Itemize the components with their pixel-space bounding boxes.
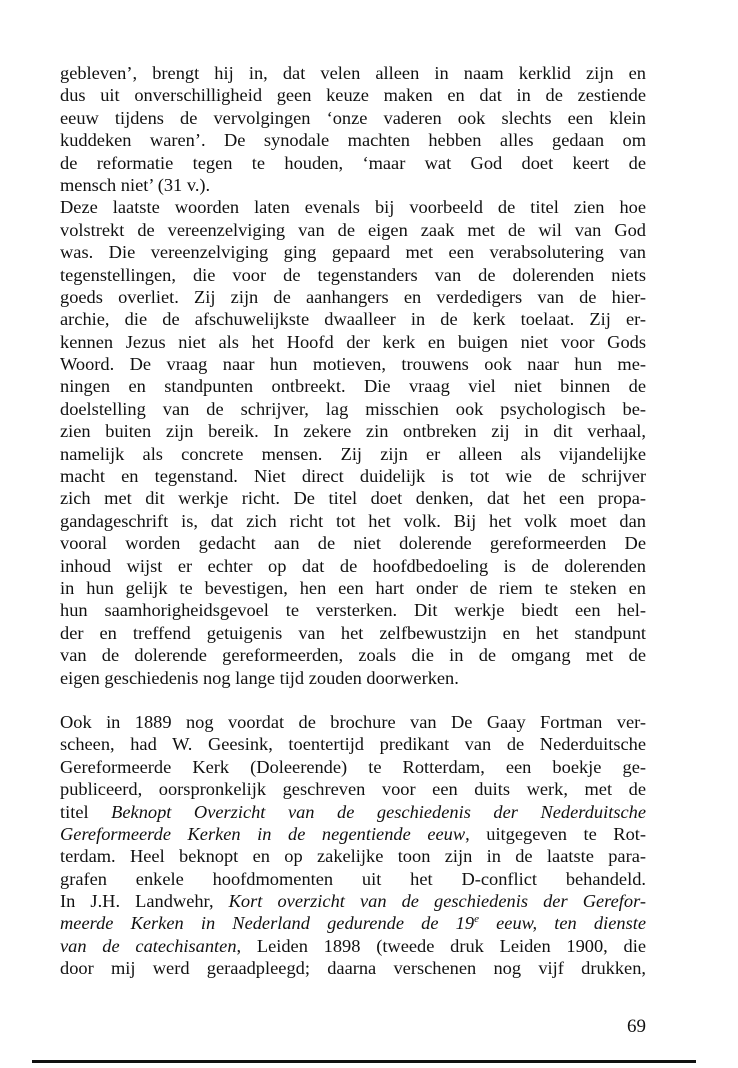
- text-line: eeuw tijdens de vervolgingen ‘onze vaderen ook slechts een klein: [60, 107, 646, 128]
- text-line: zich met dit werkje richt. De titel doet denken, dat het een propa-: [60, 488, 646, 509]
- bottom-rule: [32, 1060, 696, 1063]
- page-number: 69: [627, 1016, 646, 1037]
- text-line: van de catechisanten, Leiden 1898 (tweede druk Leiden 1900, die: [60, 935, 646, 956]
- text-line: van de dolerende gereformeerden, zoals die in de omgang met de: [60, 645, 646, 666]
- paragraph-gap: [60, 689, 646, 711]
- text-line: archie, die de afschuwelijkste dwaalleer in de kerk toelaat. Zij er-: [60, 309, 646, 330]
- text-line: macht en tegenstand. Niet direct duidelijk is tot wie de schrijver: [60, 466, 646, 487]
- page-body: [60, 62, 646, 980]
- text-line: Woord. De vraag naar hun motieven, trouwens ook naar hun me-: [60, 354, 646, 375]
- paragraph-2: [60, 711, 646, 980]
- text-line: in hun gelijk te bevestigen, hen een hart onder de riem te steken en: [60, 577, 646, 598]
- text-line: Ook in 1889 nog voordat de brochure van De Gaay Fortman ver-: [60, 711, 646, 732]
- text-line: ningen en standpunten ontbreekt. Die vraag viel niet binnen de: [60, 376, 646, 397]
- text-line: namelijk als concrete mensen. Zij zijn er alleen als vijandelijke: [60, 443, 646, 464]
- text-line: terdam. Heel beknopt en op zakelijke toon zijn in de laatste para-: [60, 846, 646, 867]
- text-line: publiceerd, oorspronkelijk geschreven voor een duits werk, met de: [60, 779, 646, 800]
- text-line: der en treffend getuigenis van het zelfbewustzijn en het standpunt: [60, 622, 646, 643]
- text-line: Gereformeerde Kerk (Doleerende) te Rotterdam, een boekje ge-: [60, 756, 646, 777]
- text-line: In J.H. Landwehr, Kort overzicht van de geschiedenis der Gerefor-: [60, 891, 646, 912]
- text-line: zien buiten zijn bereik. In zekere zin ontbreken zij in dit verhaal,: [60, 421, 646, 442]
- text-line: doelstelling van de schrijver, lag misschien ook psychologisch be-: [60, 398, 646, 419]
- text-line: de reformatie tegen te houden, ‘maar wat God doet keert de: [60, 152, 646, 173]
- text-line: eigen geschiedenis nog lange tijd zouden doorwerken.: [60, 667, 459, 688]
- text-line: dus uit onverschilligheid geen keuze maken en dat in de zestiende: [60, 85, 646, 106]
- text-line: kuddeken waren’. De synodale machten hebben alles gedaan om: [60, 130, 646, 151]
- text-line: meerde Kerken in Nederland gedurende de 19e eeuw, ten dienste: [60, 913, 646, 934]
- text-line: Gereformeerde Kerken in de negentiende eeuw, uitgegeven te Rot-: [60, 823, 646, 844]
- text-line: kennen Jezus niet als het Hoofd der kerk en buigen niet voor Gods: [60, 331, 646, 352]
- text-line: scheen, had W. Geesink, toentertijd predikant van de Nederduitsche: [60, 734, 646, 755]
- text-line: gandageschrift is, dat zich richt tot het volk. Bij het volk moet dan: [60, 510, 646, 531]
- text-line: mensch niet’ (31 v.).: [60, 174, 211, 195]
- text-line: tegenstellingen, die voor de tegenstanders van de dolerenden niets: [60, 264, 646, 285]
- text-line: Deze laatste woorden laten evenals bij voorbeeld de titel zien hoe: [60, 197, 646, 218]
- text-line: inhoud wijst er echter op dat de hoofdbedoeling is de dolerenden: [60, 555, 646, 576]
- text-line: goeds overliet. Zij zijn de aanhangers en verdedigers van de hier-: [60, 286, 646, 307]
- text-line: gebleven’, brengt hij in, dat velen alleen in naam kerklid zijn en: [60, 63, 646, 83]
- text-line: door mij werd geraadpleegd; daarna verschenen nog vijf drukken,: [60, 958, 646, 979]
- paragraph-1: [60, 62, 646, 689]
- text-line: volstrekt de vereenzelviging van de eigen zaak met de wil van God: [60, 219, 646, 240]
- text-line: hun saamhorigheidsgevoel te versterken. Dit werkje biedt een hel-: [60, 600, 646, 621]
- text-line: vooral worden gedacht aan de niet dolerende gereformeerden De: [60, 533, 646, 554]
- text-line: titel Beknopt Overzicht van de geschiedenis der Nederduitsche: [60, 801, 646, 822]
- text-line: grafen enkele hoofdmomenten uit het D-conflict behandeld.: [60, 868, 646, 889]
- text-line: was. Die vereenzelviging ging gepaard met een verabsolutering van: [60, 242, 646, 263]
